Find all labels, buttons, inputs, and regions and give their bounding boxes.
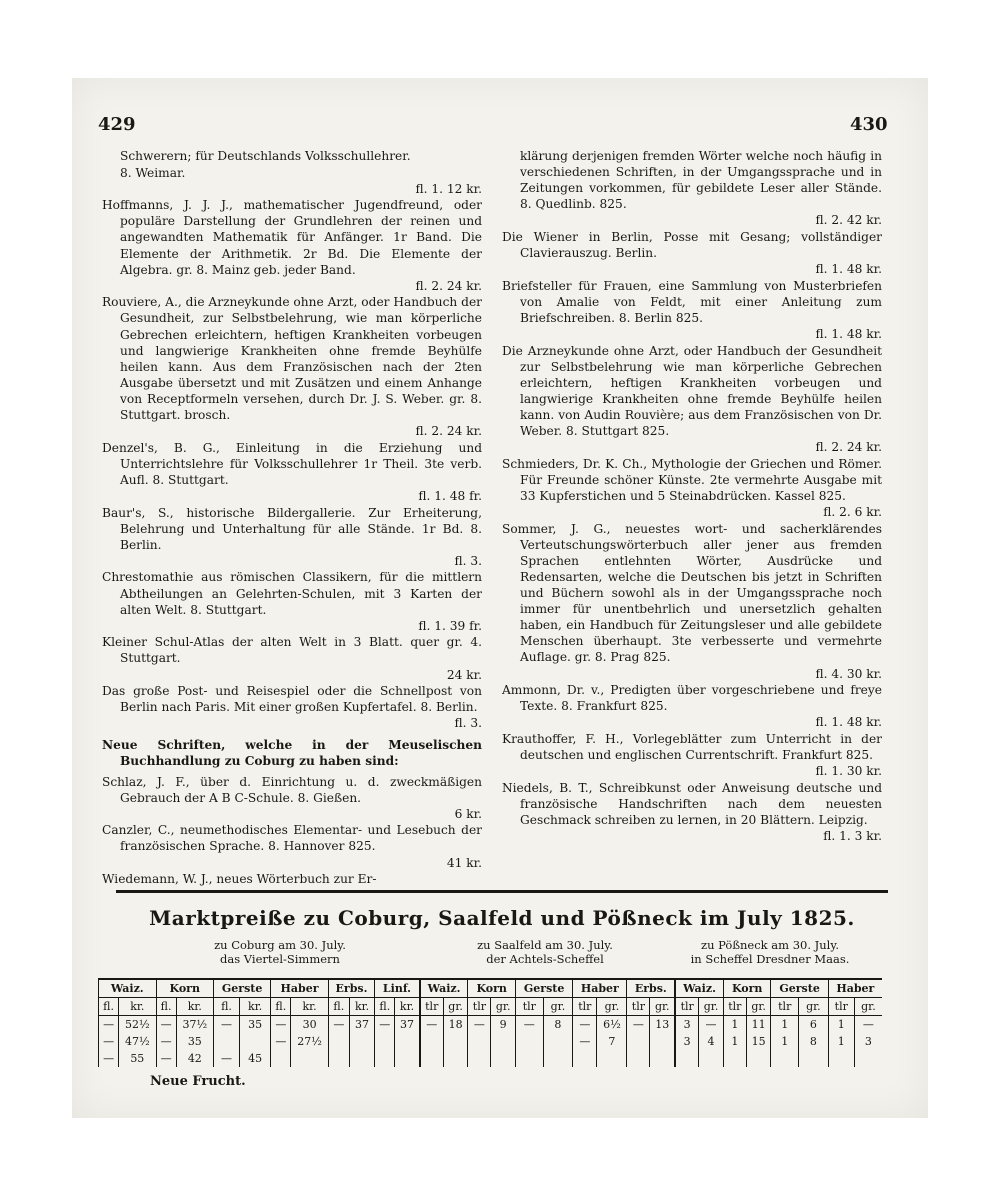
market-cell: — [271, 1016, 291, 1034]
market-cell: 8 [799, 1033, 829, 1050]
market-cell [291, 1050, 328, 1067]
market-cell: 37½ [176, 1016, 213, 1034]
market-place: zu Coburg am 30. July. [214, 938, 346, 952]
book-entry [502, 780, 882, 844]
book-entry [102, 148, 482, 164]
market-unit: tlr [627, 998, 650, 1016]
market-column-header: Haber [271, 979, 329, 998]
entry-text: 8. Weimar. [120, 165, 186, 180]
entry-price: fl. 1. 48 kr. [815, 327, 882, 342]
market-cell [675, 1050, 699, 1067]
market-unit: gr. [443, 998, 468, 1016]
market-cell: 1 [828, 1033, 854, 1050]
market-cell [468, 1050, 491, 1067]
market-cell [375, 1050, 395, 1067]
market-place: zu Saalfeld am 30. July. [477, 938, 613, 952]
market-cell: — [156, 1016, 176, 1034]
market-row [99, 1033, 883, 1050]
market-cell [240, 1033, 271, 1050]
entry-text: Denzel's, B. G., Einleitung in die Erziehung und Unterrichtslehre für Volksschullehrer 1r Theil. 3te verb. Aufl. 8. Stuttgart. [102, 440, 482, 487]
market-column-header: Gerste [214, 979, 271, 998]
market-cell: — [214, 1050, 240, 1067]
entry-text: Die Arzneykunde ohne Arzt, oder Handbuch der Gesundheit zur Selbstbelehrung wie man körperliche Gebrechen erleichtern, heftigen Krankheiten vorbeugen und langwierige Krankheiten ohne fremde Beyhülfe heilen kann. von Audin Rouvière; aus dem Französischen von Dr. Weber. 8. Stuttgart 825. [502, 343, 882, 439]
market-cell: 6 [799, 1016, 829, 1034]
market-cell: — [573, 1033, 597, 1050]
market-column-header: Waiz. [420, 979, 468, 998]
market-cell: — [99, 1016, 119, 1034]
market-cell: 4 [699, 1033, 724, 1050]
market-column-header: Korn [723, 979, 771, 998]
market-unit: tlr [516, 998, 544, 1016]
market-footer-note: Neue Frucht. [150, 1074, 246, 1089]
market-cell [516, 1050, 544, 1067]
market-cell: 11 [746, 1016, 771, 1034]
market-unit: gr. [543, 998, 573, 1016]
market-unit: kr. [240, 998, 271, 1016]
market-cell: — [420, 1016, 444, 1034]
market-cell [543, 1050, 573, 1067]
market-cell: 55 [119, 1050, 156, 1067]
market-cell [443, 1050, 468, 1067]
entry-text: Kleiner Schul-Atlas der alten Welt in 3 Blatt. quer gr. 4. Stuttgart. [102, 635, 482, 666]
market-unit: gr. [597, 998, 627, 1016]
market-cell [328, 1033, 349, 1050]
entry-price: fl. 1. 48 kr. [815, 715, 882, 730]
market-group-coburg [150, 938, 410, 966]
market-cell: — [156, 1033, 176, 1050]
entry-text: Schwerern; für Deutschlands Volksschullehrer. [120, 149, 411, 163]
market-unit: tlr [771, 998, 799, 1016]
market-cell [799, 1050, 829, 1067]
market-cell: 27½ [291, 1033, 328, 1050]
market-unit: kr. [395, 998, 420, 1016]
market-column-header: Korn [468, 979, 516, 998]
market-cell: 3 [854, 1033, 882, 1050]
market-column-header: Waiz. [675, 979, 723, 998]
entry-text: Baur's, S., historische Bildergallerie. Zur Erheiterung, Belehrung und Unterhaltung für alle Stände. 1r Bd. 8. Berlin. [102, 505, 482, 552]
entry-price: fl. 4. 30 kr. [815, 666, 882, 681]
market-title: Marktpreiße zu Coburg, Saalfeld und Pößneck im July 1825. [149, 906, 855, 930]
entry-text: Rouviere, A., die Arzneykunde ohne Arzt, oder Handbuch der Gesundheit, zur Selbstbelehrung, wie man körperliche Gebrechen erleichtern, heftigen Krankheiten vorbeugen und langwierige Krankheiten ohne fremde Beyhülfe heilen kann. Aus dem Französischen nach der 2ten Ausgabe übersetzt und mit Zusätzen und einem Anhange von Receptformeln versehen, durch Dr. J. S. Weber. gr. 8. Stuttgart. brosch. [102, 295, 482, 422]
market-unit: tlr [420, 998, 444, 1016]
entry-price: fl. 1. 48 fr. [418, 488, 482, 503]
section-heading [102, 737, 482, 769]
market-unit: gr. [650, 998, 675, 1016]
market-cell: 1 [771, 1033, 799, 1050]
entry-text: Canzler, C., neumethodisches Elementar- und Lesebuch der französischen Sprache. 8. Hannover 825. [102, 823, 482, 854]
page-number-left: 429 [98, 114, 136, 135]
market-column-header: Linf. [375, 979, 420, 998]
market-cell: 1 [828, 1016, 854, 1034]
market-cell [214, 1033, 240, 1050]
market-unit: fl. [328, 998, 349, 1016]
market-cell: — [156, 1050, 176, 1067]
book-entry [102, 634, 482, 682]
book-entry [102, 294, 482, 439]
market-column-header: Waiz. [99, 979, 157, 998]
market-cell: — [573, 1016, 597, 1034]
market-cell [746, 1050, 771, 1067]
entry-text: Schmieders, Dr. K. Ch., Mythologie der Griechen und Römer. Für Freunde schöner Künste. 2te vermehrte Ausgabe mit 33 Kupferstichen und 5 Steinabdrücken. Kassel 825. [502, 456, 882, 503]
market-unit: gr. [699, 998, 724, 1016]
market-column-headers [99, 979, 883, 998]
market-cell [516, 1033, 544, 1050]
market-cell [543, 1033, 573, 1050]
market-unit: gr. [854, 998, 882, 1016]
market-cell: — [99, 1050, 119, 1067]
book-entry [102, 822, 482, 870]
market-unit: tlr [573, 998, 597, 1016]
market-cell: 15 [746, 1033, 771, 1050]
market-cell: 45 [240, 1050, 271, 1067]
market-cell [443, 1033, 468, 1050]
book-entry [502, 148, 882, 228]
book-entry [502, 343, 882, 456]
market-group-saalfeld [420, 938, 670, 966]
market-unit: kr. [349, 998, 374, 1016]
market-unit-headers [99, 998, 883, 1016]
market-unit: tlr [675, 998, 699, 1016]
book-entry [502, 229, 882, 277]
market-cell: — [627, 1016, 650, 1034]
market-cell [627, 1033, 650, 1050]
market-cell [349, 1050, 374, 1067]
entry-text: Das große Post- und Reisespiel oder die Schnellpost von Berlin nach Paris. Mit einer großen Kupfertafel. 8. Berlin. [102, 684, 482, 715]
market-measure: das Viertel-Simmern [220, 952, 340, 966]
entry-price: fl. 2. 42 kr. [815, 213, 882, 228]
right-column [502, 148, 882, 845]
market-cell: — [328, 1016, 349, 1034]
market-cell [491, 1033, 516, 1050]
market-cell [597, 1050, 627, 1067]
entry-text: Krauthoffer, F. H., Vorlegeblätter zum Unterricht in der deutschen und englischen Currentschrift. Frankfurt 825. [502, 731, 882, 762]
entry-text: Ammonn, Dr. v., Predigten über vorgeschriebene und freye Texte. 8. Frankfurt 825. [502, 683, 882, 714]
entry-text: Sommer, J. G., neuestes wort- und sacherklärendes Verteutschungswörterbuch aller jener aus fremden Sprachen entlehnten Wörter, Ausdrücke und Redensarten, welche die Deutschen bis jetzt in Schriften und Büchern sowohl als in der Umgangssprache noch immer für unentbehrlich und unersetzlich gehalten haben, ein Handbuch für Zeitungsleser und alle gebildete Menschen überhaupt. 3te verbesserte und vermehrte Auflage. gr. 8. Prag 825. [502, 521, 882, 665]
left-column [102, 148, 482, 888]
market-cell: 37 [395, 1016, 420, 1034]
market-unit: fl. [375, 998, 395, 1016]
entry-text: Briefsteller für Frauen, eine Sammlung von Musterbriefen von Amalie von Feldt, mit einer Anleitung zum Briefschreiben. 8. Berlin 825. [502, 278, 882, 325]
market-column-header: Haber [573, 979, 627, 998]
market-cell [420, 1033, 444, 1050]
book-entry [102, 774, 482, 822]
entry-price: 6 kr. [454, 806, 482, 821]
market-unit: tlr [723, 998, 746, 1016]
market-column-header: Gerste [771, 979, 828, 998]
market-cell [650, 1050, 675, 1067]
entry-price: fl. 1. 12 kr. [415, 181, 482, 196]
book-entry [102, 440, 482, 504]
entry-price: fl. 2. 6 kr. [823, 505, 882, 520]
market-cell: — [516, 1016, 544, 1034]
entry-price: fl. 1. 48 kr. [815, 262, 882, 277]
entry-price: fl. 1. 3 kr. [823, 828, 882, 843]
market-cell: 6½ [597, 1016, 627, 1034]
market-column-header: Haber [828, 979, 882, 998]
market-column-header: Erbs. [627, 979, 675, 998]
entry-price: fl. 3. [454, 716, 482, 731]
market-cell [395, 1033, 420, 1050]
market-cell: — [854, 1016, 882, 1034]
market-cell [650, 1033, 675, 1050]
entry-price: fl. 1. 30 kr. [815, 764, 882, 779]
market-price-table [98, 978, 882, 1067]
market-unit: gr. [799, 998, 829, 1016]
market-row [99, 1016, 883, 1034]
market-cell: — [699, 1016, 724, 1034]
book-entry [502, 731, 882, 779]
market-unit: tlr [468, 998, 491, 1016]
entry-price: 24 kr. [446, 667, 482, 682]
entry-price: fl. 1. 39 fr. [418, 618, 482, 633]
market-cell: 1 [771, 1016, 799, 1034]
market-unit: gr. [746, 998, 771, 1016]
market-unit: fl. [99, 998, 119, 1016]
market-cell: 18 [443, 1016, 468, 1034]
book-entry [502, 456, 882, 520]
market-cell: — [271, 1033, 291, 1050]
book-entry [102, 569, 482, 633]
entry-text: Die Wiener in Berlin, Posse mit Gesang; vollständiger Clavierauszug. Berlin. [502, 229, 882, 261]
page-number-right: 430 [850, 114, 888, 135]
market-cell [349, 1033, 374, 1050]
market-cell [375, 1033, 395, 1050]
market-column-header: Korn [156, 979, 214, 998]
entry-price: fl. 3. [454, 553, 482, 568]
market-measure: der Achtels-Scheffel [486, 952, 604, 966]
market-cell: — [375, 1016, 395, 1034]
market-cell [627, 1050, 650, 1067]
market-column-header: Erbs. [328, 979, 374, 998]
market-cell [854, 1050, 882, 1067]
market-row [99, 1050, 883, 1067]
entry-text: Niedels, B. T., Schreibkunst oder Anweisung deutsche und französische Handschriften nach dem neuesten Geschmack schreiben zu lernen, in 20 Blättern. Leipzig. [502, 780, 882, 827]
market-unit: kr. [176, 998, 213, 1016]
book-entry [502, 682, 882, 730]
market-cell: 3 [675, 1016, 699, 1034]
market-cell [420, 1050, 444, 1067]
market-cell: 8 [543, 1016, 573, 1034]
market-cell: 3 [675, 1033, 699, 1050]
entry-price: fl. 2. 24 kr. [415, 278, 482, 293]
book-entry [102, 871, 482, 887]
entry-text: Hoffmanns, J. J. J., mathematischer Jugendfreund, oder populäre Darstellung der Grundlehren der reinen und angewandten Mathematik für Anfänger. 1r Band. Die Elemente der Arithmetik. 2r Bd. Die Elemente der Algebra. gr. 8. Mainz geb. jeder Band. [102, 198, 482, 277]
market-cell: 7 [597, 1033, 627, 1050]
market-cell: — [468, 1016, 491, 1034]
book-entry [102, 165, 482, 197]
market-cell [723, 1050, 746, 1067]
market-unit: fl. [271, 998, 291, 1016]
market-cell: 42 [176, 1050, 213, 1067]
market-unit: fl. [156, 998, 176, 1016]
entry-price: fl. 2. 24 kr. [815, 440, 882, 455]
market-cell [828, 1050, 854, 1067]
entry-text: Chrestomathie aus römischen Classikern, für die mittlern Abtheilungen an Gelehrten-Schulen, mit 3 Karten der alten Welt. 8. Stuttgart. [102, 570, 482, 617]
market-measure: in Scheffel Dresdner Maas. [690, 952, 850, 966]
market-cell: 13 [650, 1016, 675, 1034]
book-entry [502, 521, 882, 682]
market-place: zu Pößneck am 30. July. [701, 938, 839, 952]
entry-text: klärung derjenigen fremden Wörter welche noch häufig in verschiedenen Schriften, in der Umgangssprache und in Zeitungen vorkommen, für gebildete Leser aller Stände. 8. Quedlinb. 825. [520, 149, 882, 212]
market-cell: 52½ [119, 1016, 156, 1034]
market-cell [491, 1050, 516, 1067]
book-entry [102, 197, 482, 294]
entry-text: Neue Schriften, welche in der Meuselischen Buchhandlung zu Coburg zu haben sind: [102, 738, 482, 769]
market-cell [271, 1050, 291, 1067]
market-unit: kr. [119, 998, 156, 1016]
market-unit: kr. [291, 998, 328, 1016]
market-cell [699, 1050, 724, 1067]
market-cell: 47½ [119, 1033, 156, 1050]
market-cell [328, 1050, 349, 1067]
entry-text: Schlaz, J. F., über d. Einrichtung u. d. zweckmäßigen Gebrauch der A B C-Schule. 8. Gießen. [102, 774, 482, 805]
market-cell: 37 [349, 1016, 374, 1034]
section-divider [116, 890, 888, 893]
market-cell: 1 [723, 1033, 746, 1050]
book-entry [502, 278, 882, 342]
market-unit: tlr [828, 998, 854, 1016]
market-cell [573, 1050, 597, 1067]
market-cell: 9 [491, 1016, 516, 1034]
book-entry [102, 505, 482, 569]
entry-price: fl. 2. 24 kr. [415, 424, 482, 439]
book-entry [102, 683, 482, 731]
market-cell: 1 [723, 1016, 746, 1034]
market-group-poessneck [660, 938, 880, 966]
market-unit: gr. [491, 998, 516, 1016]
market-column-header: Gerste [516, 979, 573, 998]
market-cell: 30 [291, 1016, 328, 1034]
market-cell: — [99, 1033, 119, 1050]
market-unit: fl. [214, 998, 240, 1016]
entry-price: 41 kr. [446, 855, 482, 870]
market-cell [395, 1050, 420, 1067]
market-cell: 35 [176, 1033, 213, 1050]
market-cell: — [214, 1016, 240, 1034]
market-cell: 35 [240, 1016, 271, 1034]
entry-text: Wiedemann, W. J., neues Wörterbuch zur Er- [102, 872, 377, 887]
market-cell [468, 1033, 491, 1050]
market-cell [771, 1050, 799, 1067]
